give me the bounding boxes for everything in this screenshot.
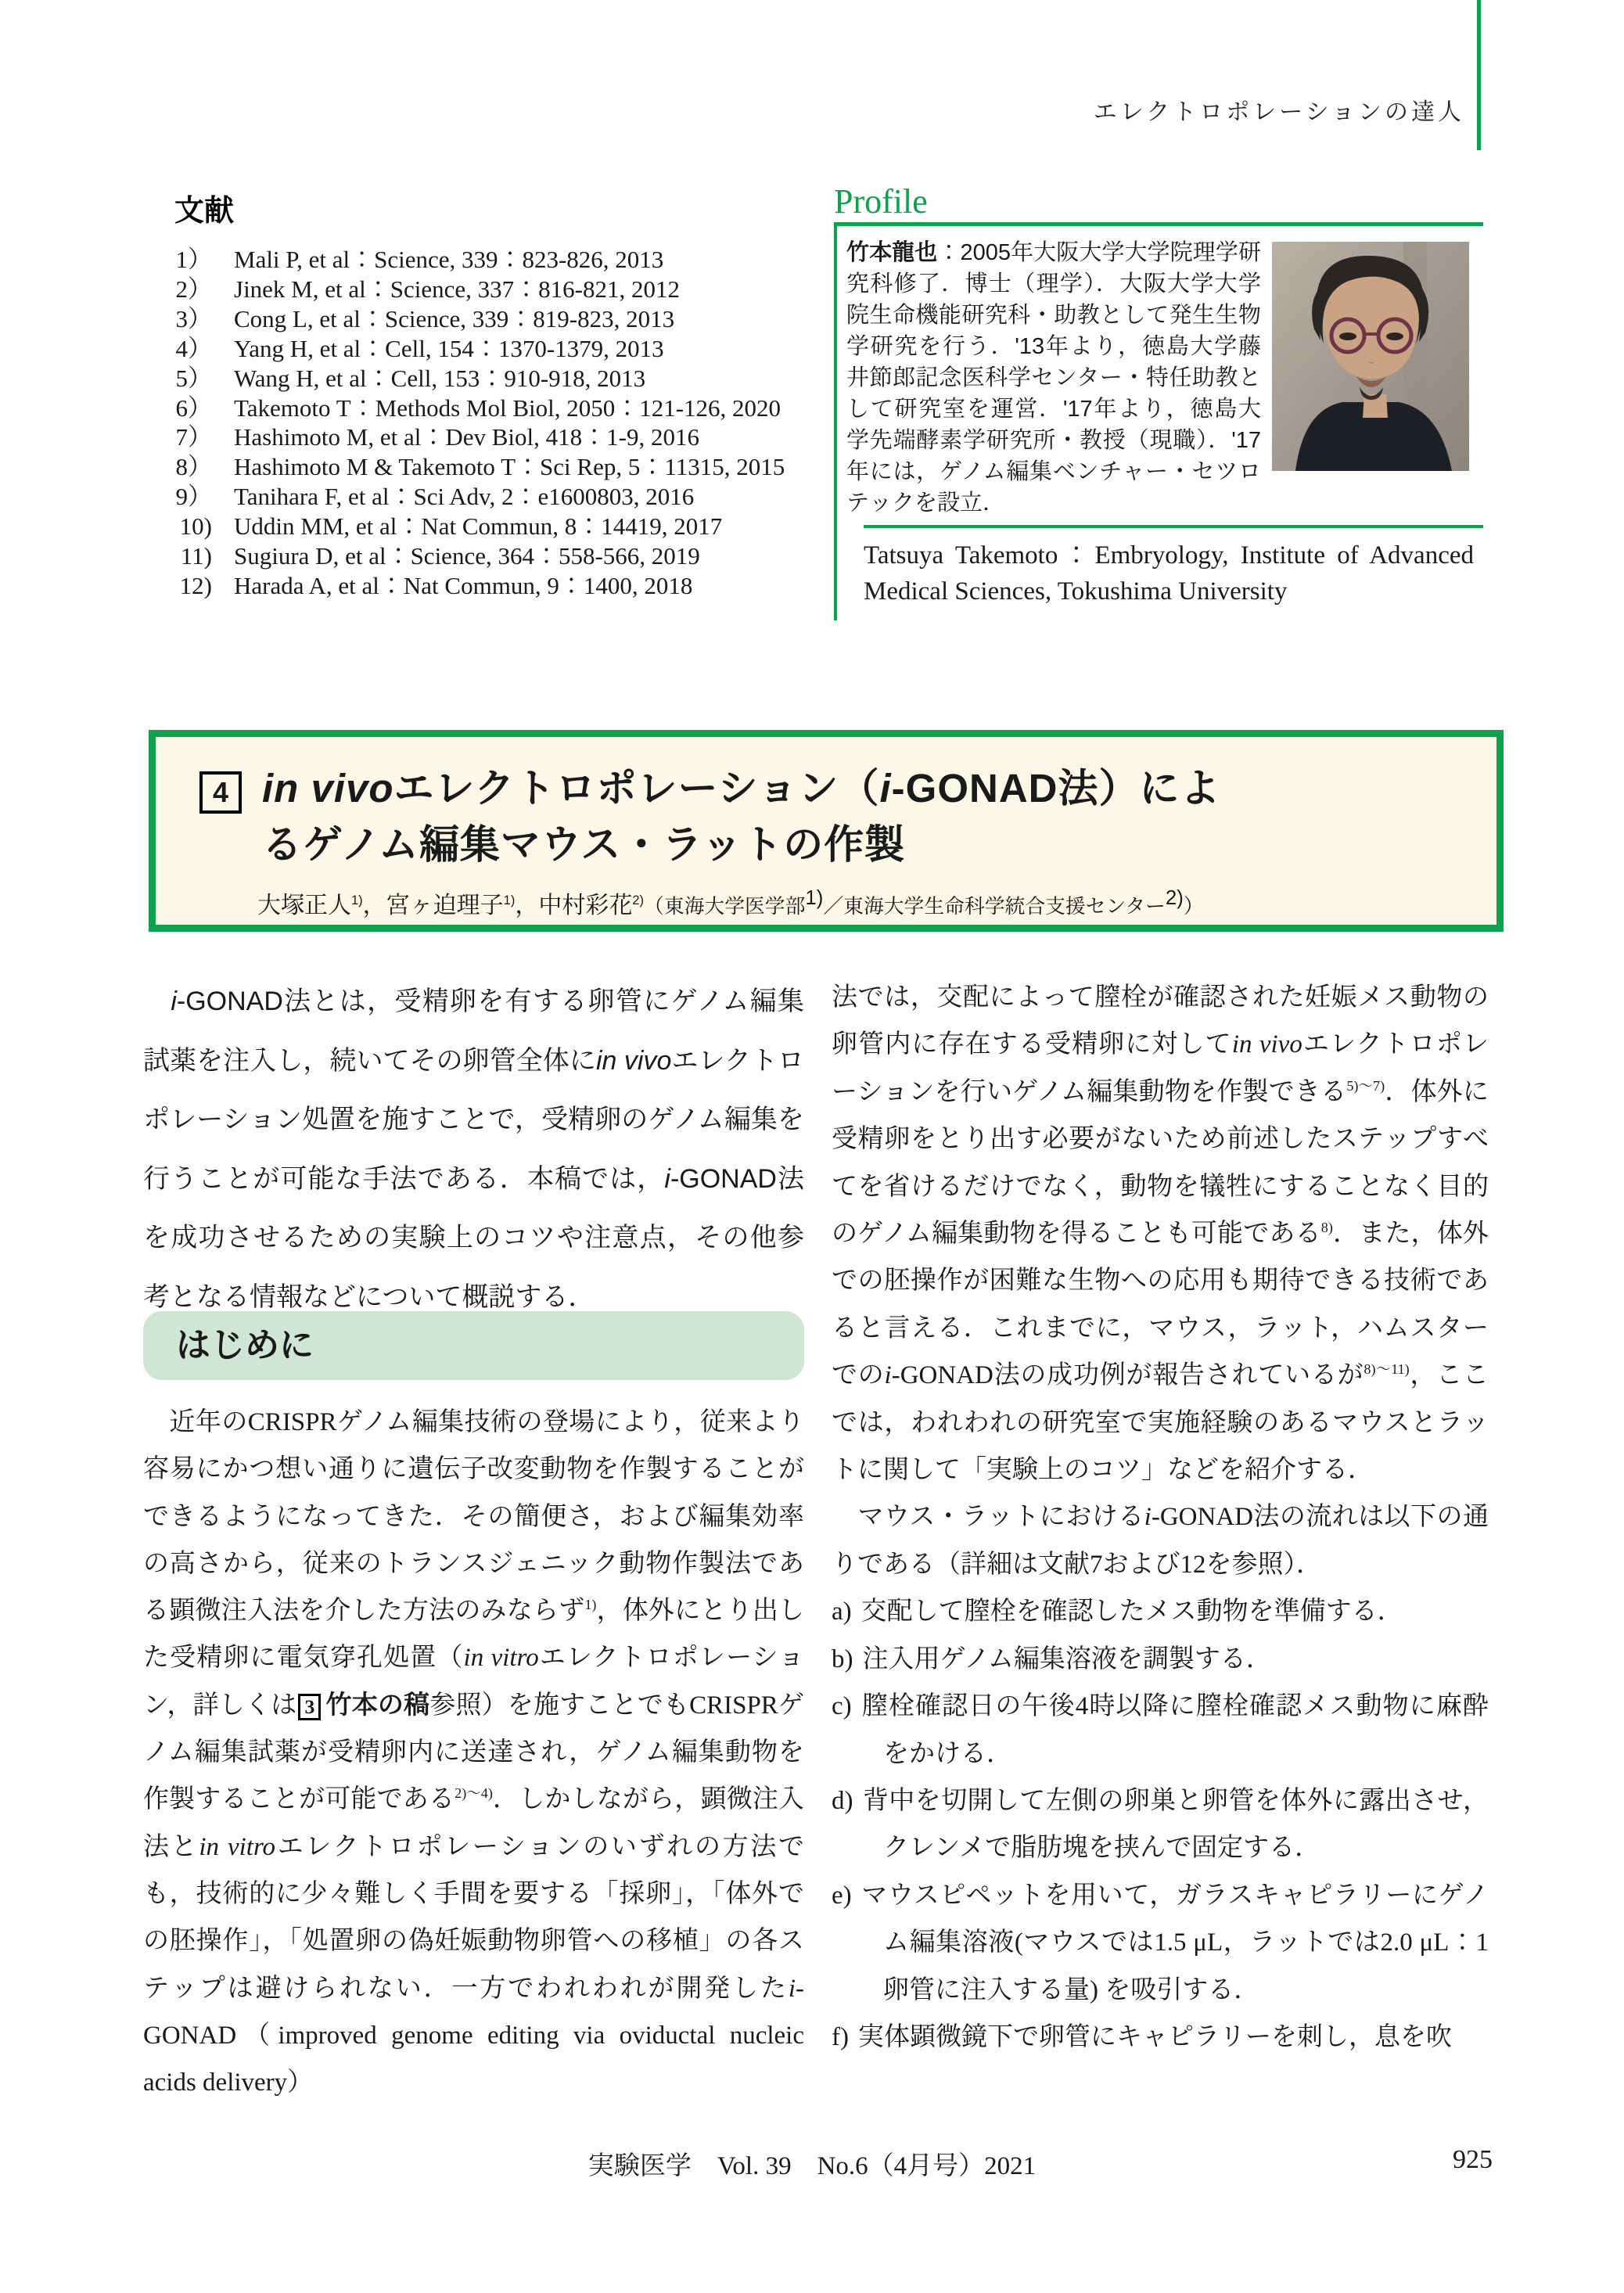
step-text: マウスピペットを用いて，ガラスキャピラリーにゲノム編集溶液(マウスでは1.5 μL，ラットでは2.0 μL：1卵管に注入する量) を吸引する． [861,1881,1489,2004]
procedure-step [832,1872,1489,2014]
reference-item [160,275,817,304]
procedure-step [832,2014,1489,2061]
article-title: in vivoエレクトロポレーション（i-GONAD法）によ るゲノム編集マウス・ラットの作製 [262,766,1221,867]
reference-text: Takemoto T：Methods Mol Biol, 2050：121-126, 2020 [234,394,781,422]
step-marker: b) [832,1644,853,1673]
body-right-paragraph-1: 法では，交配によって膣栓が確認された妊娠メス動物の卵管内に存在する受精卵に対してin vivoエレクトロポレーションを行いゲノム編集動物を作製できる$^{5)\sim 7)}$．体外に受精卵をとり出す必要がないため前述したステップすべてを省けるだけでなく，動物を犠牲にすることなく目的のゲノム編集動物を得ることも可能である$^{8)}$．また，体外での胚操作が困難な生物への応用も期待できる技術であると言える．これまでに，マウス，ラット，ハムスターでのi-GONAD法の成功例が報告されているが$^{8)\sim 11)}$，ここでは，われわれの研究室で実施経験のあるマウスとラットに関して「実験上のコツ」などを紹介する． [832,983,1489,1485]
reference-number: 4） [175,334,212,362]
reference-text: Hashimoto M, et al：Dev Biol, 418：1-9, 2016 [234,423,699,451]
reference-item [160,571,817,601]
reference-text: Tanihara F, et al：Sci Adv, 2：e1600803, 2016 [234,483,695,511]
body-right-paragraph-2: マウス・ラットにおけるi-GONAD法の流れは以下の通りである（詳細は文献7および12を参照）． [832,1503,1489,1579]
reference-text: Yang H, et al：Cell, 154：1370-1379, 2013 [234,334,664,362]
step-marker: e) [832,1881,852,1910]
profile-bottom-rule [864,525,1483,528]
article-title-box [149,730,1504,932]
reference-text: Jinek M, et al：Science, 337：816-821, 2012 [234,275,680,303]
step-text: 注入用ゲノム編集溶液を調製する． [862,1644,1272,1673]
step-marker: c) [832,1692,852,1721]
references-heading: 文献 [174,195,235,228]
profile-affiliation: Tatsuya Takemoto：Embryology, Institute of Advanced Medical Sciences, Tokushima University [864,541,1474,606]
reference-number: 8） [175,453,212,481]
reference-item [160,364,817,394]
reference-text: Hashimoto M & Takemoto T：Sci Rep, 5：11315, 2015 [234,453,785,481]
reference-number: 5） [175,364,212,392]
reference-text: Sugiura D, et al：Science, 364：558-566, 2019 [234,542,700,570]
step-text: 背中を切開して左側の卵巣と卵管を体外に露出させ，クレンメで脂肪塊を挟んで固定する． [862,1786,1489,1863]
reference-item [160,541,817,571]
reference-number: 10) [179,512,212,541]
reference-number: 2） [175,275,212,303]
running-title: エレクトロポレーションの達人 [1093,99,1464,125]
reference-item [160,452,817,482]
body-left-paragraph: 近年のCRISPRゲノム編集技術の登場により，従来より容易にかつ想い通りに遺伝子改変動物を作製することができるようになってきた．その簡便さ，および編集効率の高さから，従来のトランスジェニック動物作製法である顕微注入法を介した方法のみならず$^{1)}$，体外にとり出した受精卵に電気穿孔処置（in vitroエレクトロポレーション，詳しくは 3 竹本の稿参照）を施すことでもCRISPRゲノム編集試薬が受精卵内に送達され，ゲノム編集動物を作製することが可能である$^{2)\sim 4)}$．しかしながら，顕微注入法とin vitroエレクトロポレーションのいずれの方法でも，技術的に少々難しく手間を要する「採卵」，「体外での胚操作」，「処置卵の偽妊娠動物卵管への移植」の各ステップは避けられない．一方でわれわれが開発したi-GONAD（improved genome editing via oviductal nucleic acids delivery） [143,1408,805,2097]
procedure-step [832,1636,1489,1683]
reference-text: Wang H, et al：Cell, 153：910-918, 2013 [234,364,646,392]
reference-number: 1） [175,246,212,273]
reference-number: 7） [175,423,212,451]
article-number-badge: 4 [199,771,242,814]
step-text: 交配して膣栓を確認したメス動物を準備する． [861,1598,1403,1626]
reference-text: Mali P, et al：Science, 339：823-826, 2013 [234,246,664,273]
references-section [160,186,817,601]
reference-number: 6） [175,394,212,422]
profile-label: Profile [834,182,928,221]
step-marker: f) [832,2022,849,2051]
step-marker: a) [832,1598,852,1626]
step-marker: d) [832,1786,853,1815]
reference-text: Cong L, et al：Science, 339：819-823, 2013 [234,304,675,332]
reference-item [160,245,817,275]
footer-journal: 実験医学 Vol. 39 No.6（4月号）2021 [587,2152,1037,2180]
reference-number: 3） [175,304,212,332]
procedure-step [832,1588,1489,1635]
reference-item [160,394,817,423]
footer-page-number: 925 [1453,2145,1493,2174]
profile-section [834,183,1483,620]
reference-text: Uddin MM, et al：Nat Commun, 8：14419, 2017 [234,512,723,541]
step-text: 実体顕微鏡下で卵管にキャピラリーを刺し，息を吹 [857,2022,1452,2051]
procedure-step [832,1683,1489,1777]
reference-item [160,304,817,334]
profile-photo [1272,242,1469,471]
profile-body [834,226,1483,620]
reference-number: 11) [180,542,212,570]
reference-number: 12) [179,571,212,599]
procedure-step [832,1777,1489,1872]
portrait-photo-placeholder [1272,242,1469,471]
step-text: 膣栓確認日の午後4時以降に膣栓確認メス動物に麻酔をかける． [861,1692,1489,1768]
profile-bio: 竹本龍也：2005年大阪大学大学院理学研究科修了．博士（理学）．大阪大学大学院生命機能研究科・助教として発生生物学研究を行う．'13年より，徳島大学藤井節郎記念医科学センター・特任助教として研究室を運営．'17年より，徳島大学先端酵素学研究所・教授（現職）．'17年には，ゲノム編集ベンチャー・セツロテックを設立． [846,240,1261,516]
reference-item [160,422,817,452]
reference-text: Harada A, et al：Nat Commun, 9：1400, 2018 [234,571,693,599]
article-authors: 大塚正人$^{1)}$，宮ヶ迫理子$^{1)}$，中村彩花$^{2)}$（東海大学医学部1)／東海大学生命科学統合支援センター2)） [257,887,1204,918]
reference-number: 9） [175,483,212,511]
header-accent-bar [1477,0,1481,150]
reference-item [160,334,817,364]
section-heading-hajimeni: はじめに [143,1311,804,1380]
body-right-column [832,974,1489,2061]
reference-item [160,512,817,541]
reference-item [160,482,817,512]
lead-paragraph: i-GONAD法とは，受精卵を有する卵管にゲノム編集試薬を注入し，続いてその卵管全体にin vivoエレクトロポレーション処置を施すことで，受精卵のゲノム編集を行うことが可能な手法である．本稿では，i-GONAD法を成功させるための実験上のコツや注意点，その他参考となる情報などについて概説する． [143,987,805,1312]
